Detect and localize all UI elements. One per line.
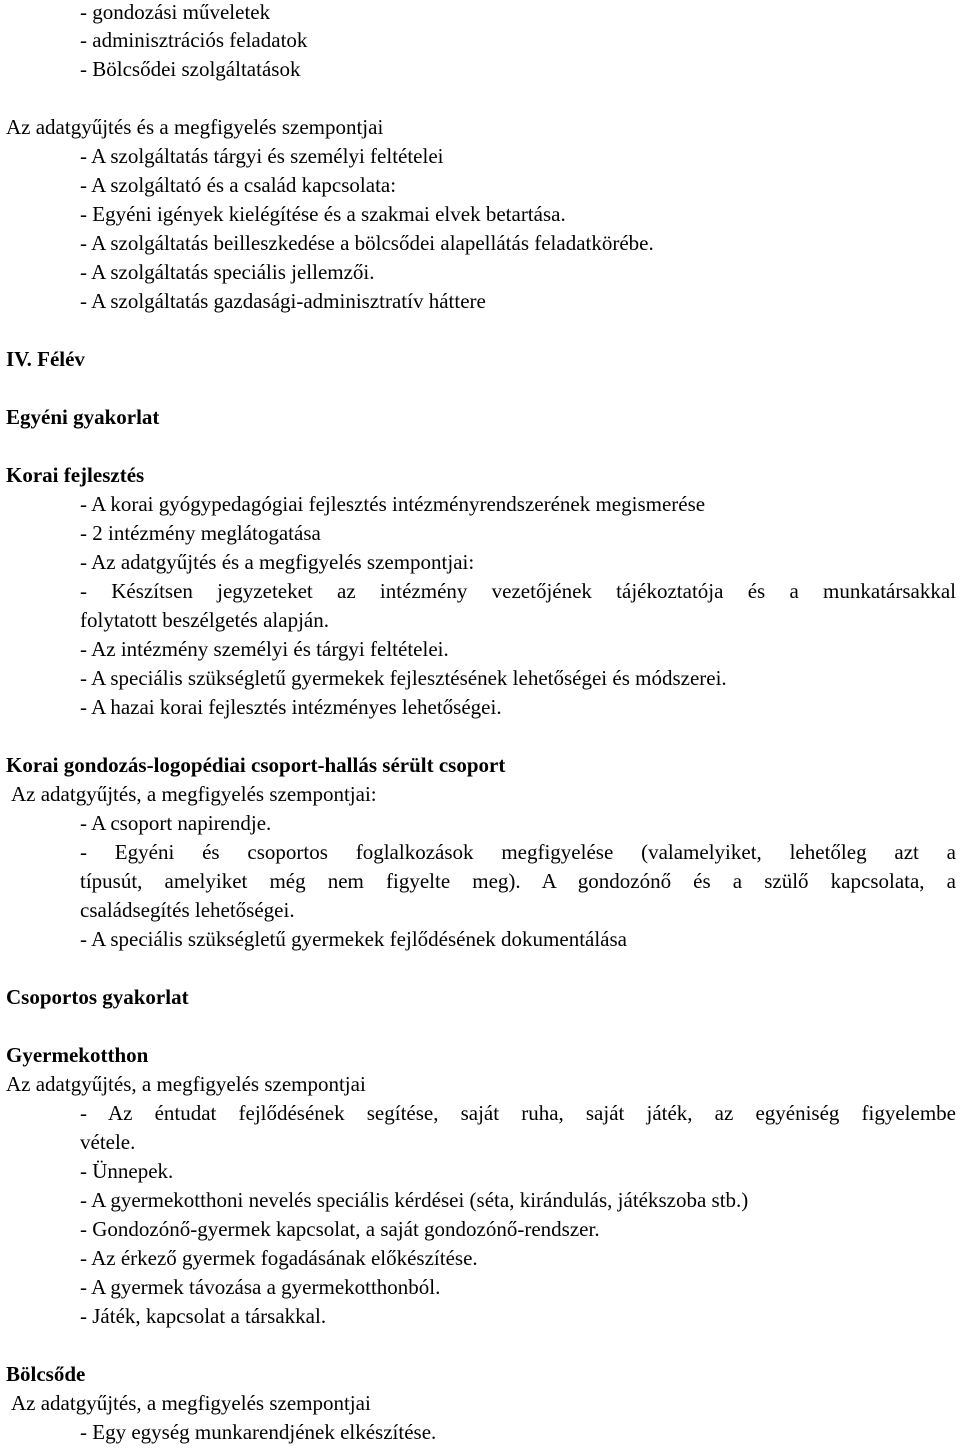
semester-title: IV. Félév <box>6 347 85 371</box>
list-item: - A hazai korai fejlesztés intézményes lehetőségei. <box>80 695 502 719</box>
list-item: - A speciális szükségletű gyermekek fejlesztésének lehetőségei és módszerei. <box>80 666 727 690</box>
list-item: folytatott beszélgetés alapján. <box>80 608 329 632</box>
individual-practice-heading: Egyéni gyakorlat <box>6 405 160 429</box>
section-heading: Az adatgyűjtés és a megfigyelés szempontjai <box>6 115 384 139</box>
list-item: vétele. <box>80 1130 136 1154</box>
section-subheading: Az adatgyűjtés, a megfigyelés szempontjai <box>11 1391 371 1415</box>
list-item: - adminisztrációs feladatok <box>80 28 308 52</box>
nursery-heading: Bölcsőde <box>6 1362 86 1386</box>
group-practice-heading: Csoportos gyakorlat <box>6 985 189 1009</box>
list-item: - A szolgáltatás gazdasági-adminisztratív háttere <box>80 289 486 313</box>
list-item: - A gyermek távozása a gyermekotthonból. <box>80 1275 441 1299</box>
list-item: - Az éntudat fejlődésének segítése, saját ruha, saját játék, az egyéniség figyelembe <box>80 1101 956 1125</box>
list-item: - Egyéni igények kielégítése és a szakmai elvek betartása. <box>80 202 566 226</box>
list-item: - Ünnepek. <box>80 1159 174 1183</box>
childrens-home-heading: Gyermekotthon <box>6 1043 149 1067</box>
list-item: - A korai gyógypedagógiai fejlesztés intézményrendszerének megismerése <box>80 492 706 516</box>
list-item: - A szolgáltatás beilleszkedése a bölcsődei alapellátás feladatkörébe. <box>80 231 654 255</box>
section-subheading: Az adatgyűjtés, a megfigyelés szempontjai <box>6 1072 366 1096</box>
list-item: - gondozási műveletek <box>80 0 271 24</box>
list-item: - Egy egység munkarendjének elkészítése. <box>80 1420 437 1444</box>
list-item: - A szolgáltatás tárgyi és személyi feltételei <box>80 144 444 168</box>
list-item: - Bölcsődei szolgáltatások <box>80 57 301 81</box>
list-item: - Játék, kapcsolat a társakkal. <box>80 1304 327 1328</box>
list-item: - A csoport napirendje. <box>80 811 272 835</box>
list-item: - Készítsen jegyzeteket az intézmény vezetőjének tájékoztatója és a munkatársakkal <box>80 579 956 603</box>
list-item: - A speciális szükségletű gyermekek fejlődésének dokumentálása <box>80 927 627 951</box>
list-item: családsegítés lehetőségei. <box>80 898 295 922</box>
list-item: - Az adatgyűjtés és a megfigyelés szempontjai: <box>80 550 475 574</box>
list-item: - 2 intézmény meglátogatása <box>80 521 321 545</box>
early-development-heading: Korai fejlesztés <box>6 463 145 487</box>
list-item: - A gyermekotthoni nevelés speciális kérdései (séta, kirándulás, játékszoba stb.) <box>80 1188 749 1212</box>
list-item: - Az érkező gyermek fogadásának előkészítése. <box>80 1246 478 1270</box>
early-care-heading: Korai gondozás-logopédiai csoport-hallás sérült csoport <box>6 753 506 777</box>
list-item: - Az intézmény személyi és tárgyi feltételei. <box>80 637 449 661</box>
list-item: típusút, amelyiket még nem figyelte meg). A gondozónő és a szülő kapcsolata, a <box>80 869 956 893</box>
list-item: - Gondozónő-gyermek kapcsolat, a saját gondozónő-rendszer. <box>80 1217 600 1241</box>
list-item: - Egyéni és csoportos foglalkozások megfigyelése (valamelyiket, lehetőleg azt a <box>80 840 956 864</box>
section-subheading: Az adatgyűjtés, a megfigyelés szempontjai: <box>11 782 377 806</box>
list-item: - A szolgáltató és a család kapcsolata: <box>80 173 397 197</box>
list-item: - A szolgáltatás speciális jellemzői. <box>80 260 375 284</box>
